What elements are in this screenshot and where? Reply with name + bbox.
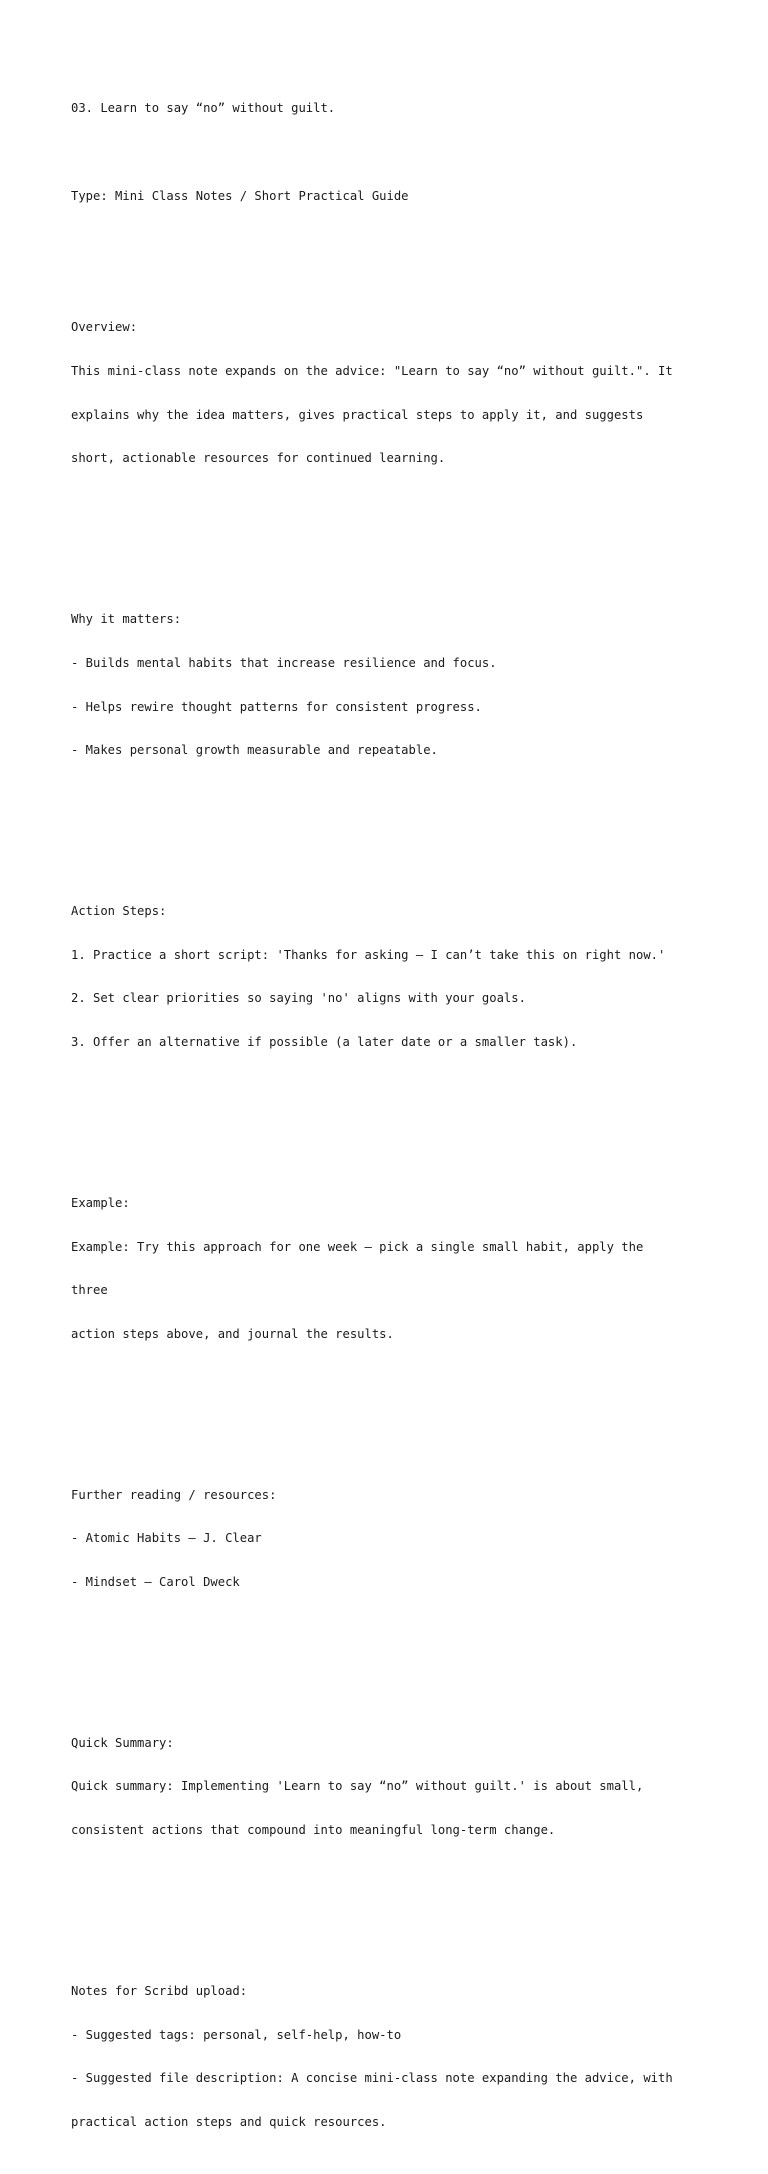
overview-section [71, 291, 731, 495]
list-item: 1. Practice a short script: 'Thanks for asking — I can’t take this on right now.' [71, 947, 666, 962]
section-heading: Notes for Scribd upload: [71, 1983, 248, 1998]
section-heading: Example: [71, 1195, 130, 1210]
spacer [71, 233, 731, 248]
spacer [71, 1108, 731, 1123]
paragraph-line: short, actionable resources for continued learning. [71, 451, 446, 466]
list-item: practical action steps and quick resources. [71, 2115, 387, 2130]
list-item: - Builds mental habits that increase resilience and focus. [71, 655, 497, 670]
paragraph-line: explains why the idea matters, gives practical steps to apply it, and suggests [71, 407, 644, 422]
paragraph-line: This mini-class note expands on the advice: "Learn to say “no” without guilt.". It [71, 363, 673, 378]
section-heading: Overview: [71, 320, 138, 335]
document-page [71, 72, 731, 2174]
section-heading: Further reading / resources: [71, 1487, 277, 1502]
spacer [71, 816, 731, 831]
further-reading-section [71, 1458, 731, 1619]
spacer [71, 145, 731, 160]
paragraph-line: three [71, 1283, 108, 1298]
list-item: 2. Set clear priorities so saying 'no' aligns with your goals. [71, 991, 526, 1006]
spacer [71, 1648, 731, 1663]
spacer [71, 524, 731, 539]
paragraph-line: action steps above, and journal the results. [71, 1327, 394, 1342]
document-type: Type: Mini Class Notes / Short Practical Guide [71, 188, 409, 203]
paragraph-line: Example: Try this approach for one week — pick a single small habit, apply the [71, 1239, 644, 1254]
list-item: - Atomic Habits — J. Clear [71, 1531, 262, 1546]
list-item: - Suggested tags: personal, self-help, how-to [71, 2027, 402, 2042]
why-it-matters-section [71, 583, 731, 787]
section-heading: Quick Summary: [71, 1735, 174, 1750]
list-item: - Makes personal growth measurable and repeatable. [71, 743, 438, 758]
action-steps-section [71, 875, 731, 1079]
section-heading: Action Steps: [71, 903, 167, 918]
list-item: 3. Offer an alternative if possible (a later date or a smaller task). [71, 1035, 578, 1050]
list-item: - Mindset — Carol Dweck [71, 1575, 240, 1590]
paragraph-line: consistent actions that compound into meaningful long-term change. [71, 1823, 556, 1838]
paragraph-line: Quick summary: Implementing 'Learn to say “no” without guilt.' is about small, [71, 1779, 644, 1794]
spacer [71, 1400, 731, 1415]
example-section [71, 1167, 731, 1371]
list-item: - Helps rewire thought patterns for consistent progress. [71, 699, 482, 714]
section-heading: Why it matters: [71, 611, 182, 626]
list-item: - Suggested file description: A concise mini-class note expanding the advice, with [71, 2071, 673, 2086]
document-title: 03. Learn to say “no” without guilt. [71, 101, 336, 116]
quick-summary-section [71, 1707, 731, 1868]
scribd-notes-section [71, 1955, 731, 2159]
spacer [71, 1896, 731, 1911]
